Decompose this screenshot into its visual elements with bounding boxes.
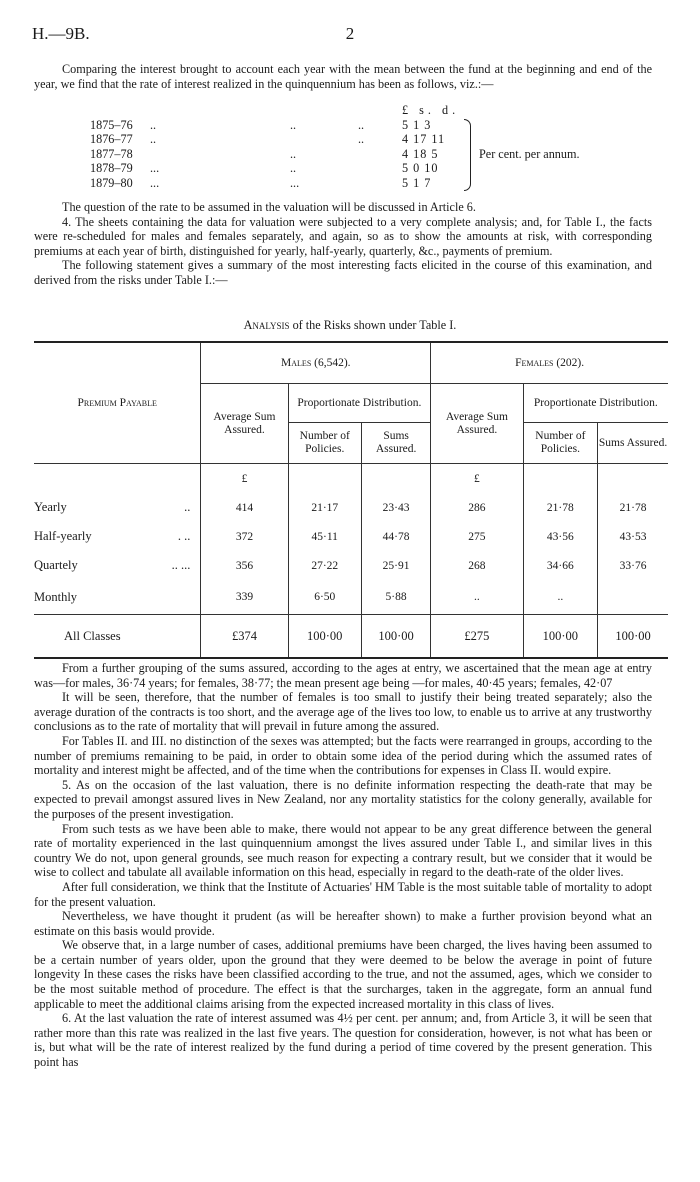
risk-analysis-table	[34, 341, 668, 659]
paragraph: Nevertheless, we have thought it prudent (as will be hereafter shown) to make a further provision beyond what an estimate on this basis would provide.	[34, 909, 652, 938]
body-section	[34, 661, 652, 1070]
rate-unit-label: Per cent. per annum.	[479, 147, 580, 161]
paragraph: For Tables II. and III. no distinction of the sexes was attempted; but the facts were rearranged in groups, according to the number of premiums remaining to be paid, in order to obtain some idea of the period during which the assumed rates of mortality and interest might be affected, and of the time when the contributions for expenses in Class II. would expire.	[34, 733, 652, 778]
female-proportionate-header: Proportionate Distribution.	[533, 396, 658, 409]
paragraph: We observe that, in a large number of cases, additional premiums have been charged, the lives having been assumed to be a certain number of years older, upon the ground that they were deemed to be below the average in point of future longevity In these cases the risks have been classified according to the true, and not the assumed, ages, which we consider to be the most suitable method of procedure. The effect is that the surcharges, taken in the aggregate, form an annual fund applicable to meet the additional claims arising from the expected increased mortality in this class of lives.	[34, 938, 652, 1011]
table-row: Quartely .. ... 356 27·22 25·91 268 34·66 33·76	[34, 551, 668, 580]
male-proportionate-header: Proportionate Distribution.	[288, 384, 431, 423]
table-total-row: All Classes £374 100·00 100·00 £275 100·00 100·00	[34, 615, 668, 659]
male-number-of-policies-header: Number of Policies.	[288, 423, 361, 464]
page-number: 2	[345, 24, 355, 43]
paragraph: From such tests as we have been able to make, there would not appear to be any great difference between the general rate of mortality experienced in the last quinquennium amongst the lives assured under Table I., and similar lives in this country We do not, upon general grounds, see much reason for expecting a contrary result, but we consider that it would be wise to collect and tabulate all available information on this head, especially in regard to the death-rate of the older lives.	[34, 821, 652, 880]
female-unit: £	[431, 464, 523, 494]
analysis-intro-section	[34, 200, 652, 288]
table-row: Yearly .. 414 21·17 23·43 286 21·78 21·78	[34, 493, 668, 522]
paragraph: From a further grouping of the sums assured, according to the ages at entry, we ascertained that the mean age at entry was—for males, 36·74 years; for females, 38·77; the mean present age being —for males, 40·45 years; females, 42·07	[34, 661, 652, 690]
intro-section	[34, 62, 652, 91]
rate-row: 1877–78 .. 4 18 5	[90, 146, 439, 161]
rate-row: 1878–79 ... .. 5 0 10	[90, 161, 439, 176]
females-header: Females (202).	[431, 342, 668, 384]
male-unit: £	[201, 464, 288, 494]
premium-payable-header: Premium Payable	[34, 342, 201, 464]
males-header: Males (6,542).	[201, 342, 431, 384]
intro-paragraph: Comparing the interest brought to account each year with the mean between the fund at the beginning and end of the year, we find that the rate of interest realized in the quinquennium has been as follows, viz.:—	[34, 62, 652, 91]
male-sums-assured-header: Sums Assured.	[361, 423, 430, 464]
female-number-of-policies-header: Number of Policies.	[523, 423, 598, 464]
female-average-sum-header: Average Sum Assured.	[431, 384, 523, 464]
paragraph: It will be seen, therefore, that the number of females is too small to justify their being treated separately; also the average duration of the contracts is too short, and the average age of the lives too low, to enable us to arrive at any trustworthy conclusions as to the rate of mortality that will prevail in future among the assured.	[34, 690, 652, 734]
table-title: Analysis of the Risks shown under Table I.	[243, 318, 457, 332]
table-row: Half-yearly . .. 372 45·11 44·78 275 43·56 43·53	[34, 522, 668, 551]
paragraph: 6. At the last valuation the rate of interest assumed was 4½ per cent. per annum; and, from Article 3, it will be seen that rather more than this rate was realized in the last five years. The question for consideration, however, is not what has been or is, but what will be the rate of interest realized by the fund during a period of time covered by the present generation. This point has	[34, 1011, 652, 1070]
document-reference: H.—9B.	[32, 24, 90, 43]
currency-header: £ s. d.	[402, 103, 460, 117]
paragraph: 5. As on the occasion of the last valuation, there is no definite information respecting the death-rate that may be expected to prevail amongst assured lives in New Zealand, nor any mortality statistics for the colony generally, available for the purposes of the present investigation.	[34, 777, 652, 821]
paragraph: 4. The sheets containing the data for valuation were subjected to a very complete analysis; and, for Table I., the facts were re-scheduled for males and females separately, and again, so as to show the amounts at risk, with corresponding premiums at each year of birth, distinguished for yearly, half-yearly, quarterly, &c., payments of premium.	[34, 214, 652, 258]
right-brace	[464, 119, 471, 191]
rate-row: 1875–76 .. .. .. 5 1 3	[90, 117, 432, 132]
table-row: Monthly 339 6·50 5·88 .. ..	[34, 580, 668, 615]
rate-row: 1876–77 .. .. 4 17 11	[90, 132, 446, 147]
rate-row: 1879–80 ... ... 5 1 7	[90, 175, 432, 190]
paragraph: After full consideration, we think that the Institute of Actuaries' HM Table is the most suitable table of mortality to adopt for the present valuation.	[34, 879, 652, 909]
paragraph: The following statement gives a summary of the most interesting facts elicited in the course of this examination, and derived from the risks under Table I.:—	[34, 258, 652, 287]
female-sums-assured-header: Sums Assured.	[598, 423, 668, 464]
male-average-sum-header: Average Sum Assured.	[201, 384, 288, 464]
paragraph: The question of the rate to be assumed in the valuation will be discussed in Article 6.	[62, 200, 476, 214]
interest-rates-list	[90, 103, 650, 191]
